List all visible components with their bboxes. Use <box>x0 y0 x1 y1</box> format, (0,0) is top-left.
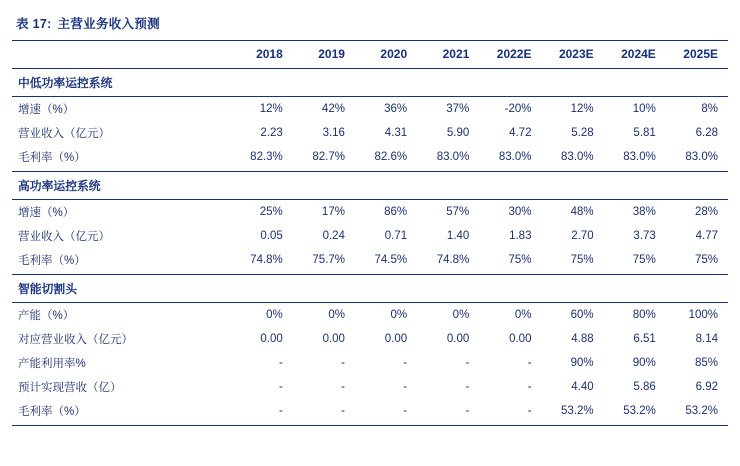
cell: 5.28 <box>571 127 594 139</box>
cell: 0% <box>390 309 408 321</box>
column-header-label <box>12 41 231 69</box>
cell: 82.7% <box>293 145 355 172</box>
column-header-2023e: 2023E <box>541 41 603 69</box>
table-row <box>12 145 728 172</box>
cell: 0% <box>514 309 532 321</box>
row-label: 增速（%） <box>18 207 75 219</box>
cell: 75% <box>604 248 666 275</box>
cell: 74.8% <box>231 248 293 275</box>
cell: - <box>341 357 345 369</box>
cell: - <box>417 399 479 426</box>
cell: 100% <box>688 309 718 321</box>
cell: 83.0% <box>666 145 728 172</box>
cell: 83.0% <box>417 145 479 172</box>
row-label: 毛利率（%） <box>12 399 231 426</box>
table-row <box>12 200 728 225</box>
cell: 0.00 <box>384 333 408 345</box>
section-header-row <box>12 172 728 200</box>
cell: 85% <box>694 357 718 369</box>
row-label: 营业收入（亿元） <box>18 231 110 243</box>
cell: -20% <box>504 103 532 115</box>
table-row <box>12 248 728 275</box>
cell: 3.73 <box>633 230 656 242</box>
table-row <box>12 327 728 351</box>
cell: - <box>465 357 470 369</box>
cell: 0% <box>266 309 283 321</box>
cell: 75% <box>666 248 728 275</box>
cell: 86% <box>384 206 408 218</box>
cell: 80% <box>632 309 656 321</box>
cell: 36% <box>384 103 408 115</box>
cell: 42% <box>321 103 345 115</box>
cell: 0.00 <box>509 333 532 345</box>
table-row <box>12 121 728 145</box>
cell: 38% <box>632 206 656 218</box>
cell: - <box>278 381 283 393</box>
table-header <box>12 41 728 69</box>
cell: 90% <box>570 357 594 369</box>
row-label: 预计实现营收（亿） <box>18 382 122 394</box>
cell: 3.16 <box>322 127 345 139</box>
cell: 82.3% <box>231 145 293 172</box>
cell: 83.0% <box>541 145 603 172</box>
cell: 4.88 <box>571 333 594 345</box>
cell: - <box>403 381 408 393</box>
cell: - <box>278 357 283 369</box>
cell: 53.2% <box>604 399 666 426</box>
cell: 5.81 <box>633 127 656 139</box>
cell: 74.8% <box>417 248 479 275</box>
cell: - <box>293 399 355 426</box>
column-header-2021: 2021 <box>417 41 479 69</box>
cell: 10% <box>632 103 656 115</box>
cell: 83.0% <box>604 145 666 172</box>
cell: 6.51 <box>633 333 656 345</box>
cell: 4.40 <box>571 381 594 393</box>
revenue-forecast-table <box>12 40 728 426</box>
cell: - <box>341 381 345 393</box>
cell: 0% <box>328 309 345 321</box>
row-label: 对应营业收入（亿元） <box>18 334 133 346</box>
cell: 0.24 <box>322 230 345 242</box>
cell: - <box>465 381 470 393</box>
cell: - <box>231 399 293 426</box>
column-header-2020: 2020 <box>355 41 417 69</box>
cell: 57% <box>446 206 470 218</box>
column-header-2019: 2019 <box>293 41 355 69</box>
table-row <box>12 303 728 328</box>
cell: 75.7% <box>293 248 355 275</box>
table-row <box>12 375 728 399</box>
cell: 8.14 <box>695 333 718 345</box>
section-title: 智能切割头 <box>12 275 728 303</box>
cell: 30% <box>508 206 532 218</box>
cell: - <box>355 399 417 426</box>
cell: - <box>527 357 532 369</box>
cell: 0.00 <box>322 333 345 345</box>
cell: 37% <box>446 103 470 115</box>
cell: 0.71 <box>384 230 408 242</box>
cell: 60% <box>570 309 594 321</box>
section-header-row <box>12 69 728 97</box>
row-label: 毛利率（%） <box>12 248 231 275</box>
cell: 6.92 <box>695 381 718 393</box>
column-header-2024e: 2024E <box>604 41 666 69</box>
cell: - <box>527 381 532 393</box>
cell: 8% <box>701 103 718 115</box>
table-header-row <box>12 41 728 69</box>
cell: 6.28 <box>695 127 718 139</box>
cell: 0.00 <box>446 333 470 345</box>
cell: 2.23 <box>260 127 283 139</box>
cell: 2.70 <box>571 230 594 242</box>
table-caption <box>12 14 728 32</box>
cell: 28% <box>694 206 718 218</box>
column-header-2018: 2018 <box>231 41 293 69</box>
cell: 5.86 <box>633 381 656 393</box>
row-label: 产能（%） <box>18 310 75 322</box>
cell: 48% <box>570 206 594 218</box>
row-label: 营业收入（亿元） <box>18 128 110 140</box>
column-header-2025e: 2025E <box>666 41 728 69</box>
cell: 17% <box>321 206 345 218</box>
cell: 12% <box>259 103 283 115</box>
cell: - <box>479 399 541 426</box>
cell: 90% <box>632 357 656 369</box>
section-title: 高功率运控系统 <box>12 172 728 200</box>
table-row <box>12 399 728 426</box>
section-header-row <box>12 275 728 303</box>
cell: 75% <box>541 248 603 275</box>
table-body <box>12 69 728 426</box>
table-row <box>12 97 728 122</box>
table-caption-text: 主营业务收入预测 <box>57 17 160 31</box>
row-label: 产能利用率% <box>18 358 86 370</box>
section-title: 中低功率运控系统 <box>12 69 728 97</box>
cell: 82.6% <box>355 145 417 172</box>
cell: 75% <box>479 248 541 275</box>
cell: 12% <box>570 103 594 115</box>
cell: 74.5% <box>355 248 417 275</box>
row-label: 增速（%） <box>18 104 75 116</box>
cell: - <box>403 357 408 369</box>
cell: 4.72 <box>509 127 532 139</box>
cell: 5.90 <box>446 127 470 139</box>
column-header-2022e: 2022E <box>479 41 541 69</box>
cell: 1.83 <box>509 230 532 242</box>
cell: 25% <box>259 206 283 218</box>
table-row <box>12 351 728 375</box>
cell: 83.0% <box>479 145 541 172</box>
cell: 0.05 <box>260 230 283 242</box>
table-caption-number: 表 17: <box>16 17 52 31</box>
cell: 53.2% <box>541 399 603 426</box>
cell: 0.00 <box>260 333 283 345</box>
table-row <box>12 224 728 248</box>
cell: 53.2% <box>666 399 728 426</box>
cell: 4.77 <box>695 230 718 242</box>
cell: 1.40 <box>446 230 470 242</box>
row-label: 毛利率（%） <box>12 145 231 172</box>
cell: 4.31 <box>384 127 408 139</box>
cell: 0% <box>452 309 470 321</box>
